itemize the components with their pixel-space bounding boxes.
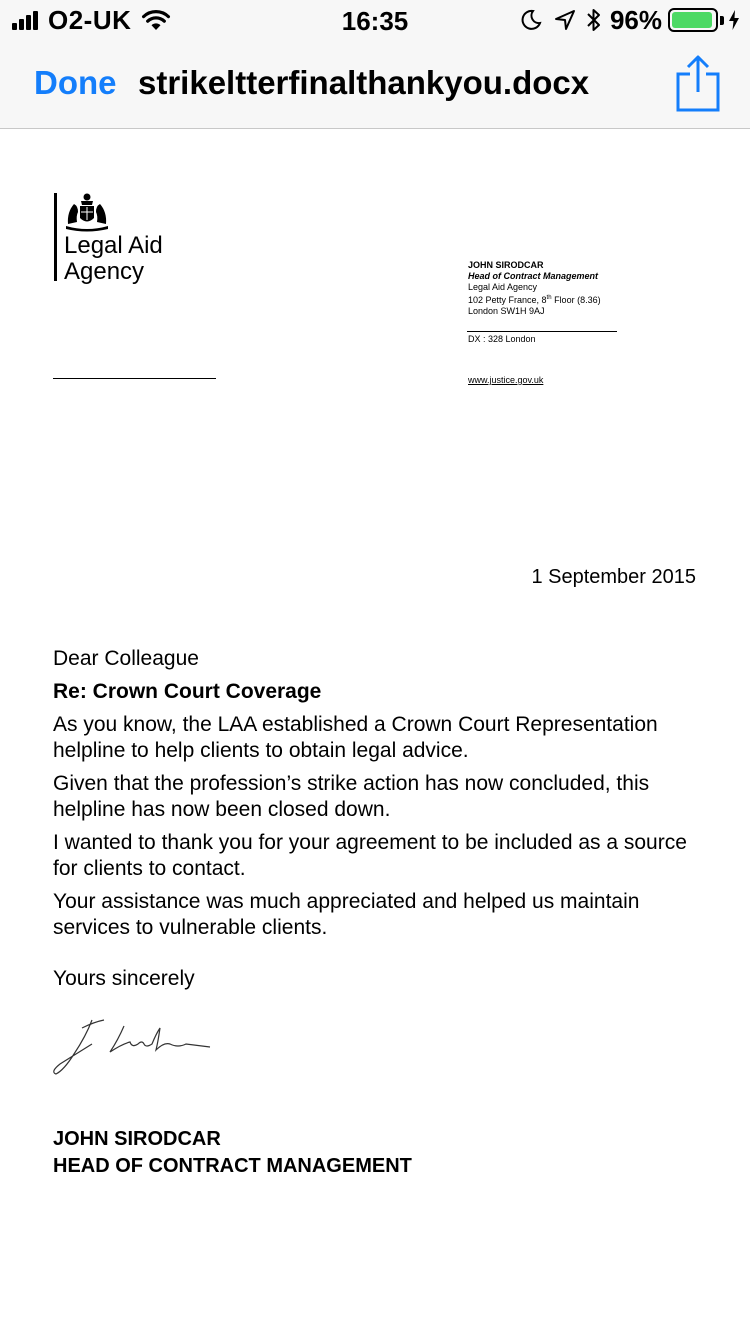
agency-logo-text [64, 233, 163, 285]
battery-level [672, 12, 712, 28]
sender-address-block [468, 260, 601, 317]
sender-address-suffix: Floor (8.36) [551, 295, 601, 305]
bluetooth-icon [586, 7, 602, 33]
closing: Yours sincerely [53, 967, 195, 990]
charging-bolt-icon [728, 9, 740, 31]
handwritten-signature [52, 1014, 217, 1076]
document-page [0, 130, 750, 1334]
location-arrow-icon [554, 9, 576, 31]
document-title: strikeltterfinalthankyou.docx [138, 64, 590, 101]
agency-name-line1: Legal Aid [64, 232, 163, 259]
sender-role: Head of Contract Management [468, 271, 599, 281]
navigation-bar [0, 40, 750, 129]
battery-percent: 96% [609, 4, 662, 35]
sender-org: Legal Aid Agency [468, 282, 538, 292]
sender-address-sup: th [546, 295, 552, 301]
share-icon[interactable] [672, 54, 724, 114]
letterhead-rule [53, 378, 216, 379]
salutation: Dear Colleague [53, 647, 199, 670]
battery-icon [668, 8, 718, 32]
status-right [520, 6, 740, 34]
done-button[interactable]: Done [34, 64, 117, 101]
sender-city: London SW1H 9AJ [468, 306, 545, 316]
paragraph: Your assistance was much appreciated and helped us maintain services to vulnerable clients. [53, 890, 640, 939]
paragraph: As you know, the LAA established a Crown Court Representation helpline to help clients to obtain legal advice. [53, 713, 658, 762]
status-bar [0, 0, 750, 40]
signoff-block [53, 1126, 412, 1180]
signoff-name: JOHN SIRODCAR [53, 1128, 221, 1150]
letter-date: 1 September 2015 [531, 566, 696, 588]
sender-name: JOHN SIRODCAR [468, 260, 544, 270]
logo-divider [54, 193, 57, 281]
subject-line: Re: Crown Court Coverage [53, 680, 322, 703]
dx-number: DX : 328 London [468, 334, 536, 344]
sender-address-prefix: 102 Petty France, 8 [468, 295, 547, 305]
moon-icon [520, 9, 542, 31]
paragraph: Given that the profession’s strike action has now concluded, this helpline has now been closed down. [53, 772, 650, 821]
address-rule [467, 331, 617, 332]
paragraph: I wanted to thank you for your agreement to be included as a source for clients to contact. [53, 831, 687, 880]
letter-body [53, 646, 703, 999]
signoff-title: HEAD OF CONTRACT MANAGEMENT [53, 1155, 412, 1177]
status-time: 16:35 [341, 6, 409, 36]
sender-address [468, 293, 601, 306]
carrier-name: O2-UK [48, 4, 132, 35]
royal-coat-of-arms-icon [64, 192, 110, 232]
agency-name-line2: Agency [64, 258, 145, 285]
battery-nub [720, 16, 724, 25]
website-link[interactable]: www.justice.gov.uk [468, 375, 544, 385]
